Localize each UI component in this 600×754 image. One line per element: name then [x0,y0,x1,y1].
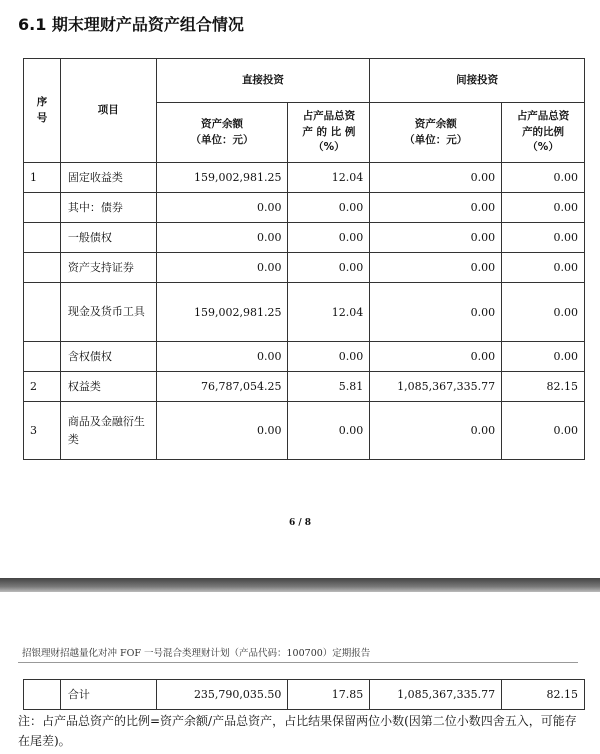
cell-indirect-ratio: 0.00 [502,163,585,193]
cell-indirect-ratio: 0.00 [502,283,585,342]
cell-direct-amount: 159,002,981.25 [156,163,288,193]
cell-direct-amount: 235,790,035.50 [156,680,288,710]
cell-direct-amount: 0.00 [156,193,288,223]
table-row [24,253,585,283]
total-row [24,680,585,710]
cell-seq [24,680,61,710]
cell-indirect-amount: 1,085,367,335.77 [370,372,502,402]
cell-direct-ratio: 0.00 [288,223,370,253]
cell-indirect-amount: 0.00 [370,402,502,460]
page-number: 6 / 8 [288,518,312,528]
cell-direct-ratio: 0.00 [288,402,370,460]
header-indirect-amount [370,103,502,163]
cell-direct-amount: 0.00 [156,223,288,253]
cell-direct-ratio: 0.00 [288,193,370,223]
cell-indirect-ratio: 0.00 [502,342,585,372]
cell-seq [24,342,61,372]
cell-indirect-ratio: 82.15 [502,680,585,710]
cell-direct-amount: 0.00 [156,253,288,283]
cell-indirect-amount: 0.00 [370,283,502,342]
cell-indirect-ratio: 82.15 [502,372,585,402]
cell-seq: 2 [24,372,61,402]
cell-indirect-amount: 0.00 [370,253,502,283]
cell-direct-amount: 159,002,981.25 [156,283,288,342]
table-row [24,283,585,342]
header-direct-ratio [288,103,370,163]
cell-seq [24,193,61,223]
header-seq [24,59,61,163]
cell-item: 权益类 [60,372,156,402]
page-break-divider [0,578,600,592]
section-title: 6.1 期末理财产品资产组合情况 [18,15,244,34]
cell-direct-ratio: 5.81 [288,372,370,402]
cell-direct-ratio: 12.04 [288,163,370,193]
cell-direct-ratio: 12.04 [288,283,370,342]
header-item: 项目 [60,59,156,163]
header-rule [18,662,578,663]
cell-seq [24,283,61,342]
table-row [24,342,585,372]
table-row [24,163,585,193]
total-table [23,679,585,710]
cell-item: 一般债权 [60,223,156,253]
header-seq-text: 序 号 [36,95,48,124]
cell-direct-amount: 76,787,054.25 [156,372,288,402]
cell-indirect-ratio: 0.00 [502,223,585,253]
cell-indirect-amount: 0.00 [370,193,502,223]
cell-indirect-amount: 0.00 [370,342,502,372]
cell-direct-amount: 0.00 [156,342,288,372]
cell-item: 资产支持证券 [60,253,156,283]
header-direct-ratio-text: 占产品总资 产 的 比 例 （%） [302,109,356,154]
cell-direct-ratio: 17.85 [288,680,370,710]
cell-item: 现金及货币工具 [60,283,156,342]
header-indirect: 间接投资 [370,59,585,103]
cell-direct-ratio: 0.00 [288,342,370,372]
cell-indirect-amount: 0.00 [370,163,502,193]
cell-seq [24,253,61,283]
cell-item: 合计 [60,680,156,710]
table-row [24,193,585,223]
header-direct: 直接投资 [156,59,370,103]
cell-indirect-ratio: 0.00 [502,193,585,223]
footnote: 注：占产品总资产的比例=资产余额/产品总资产，占比结果保留两位小数(因第二位小数四舍五入，可能存在尾差)。 [18,714,577,748]
cell-indirect-ratio: 0.00 [502,253,585,283]
cell-seq: 1 [24,163,61,193]
table-row [24,402,585,460]
cell-direct-ratio: 0.00 [288,253,370,283]
cell-indirect-amount: 1,085,367,335.77 [370,680,502,710]
header-direct-amount [156,103,288,163]
header-indirect-ratio [502,103,585,163]
cell-direct-amount: 0.00 [156,402,288,460]
cell-item: 商品及金融衍生类 [60,402,156,460]
cell-indirect-ratio: 0.00 [502,402,585,460]
header-direct-amount-text: 资产余额 （单位：元） [190,117,254,146]
header-indirect-amount-text: 资产余额 （单位：元） [404,117,468,146]
cell-item: 固定收益类 [60,163,156,193]
header-indirect-ratio-text: 占产品总资 产的比例 （%） [516,109,570,154]
cell-item: 含权债权 [60,342,156,372]
cell-seq [24,223,61,253]
cell-seq: 3 [24,402,61,460]
table-row [24,372,585,402]
cell-item: 其中：债券 [60,193,156,223]
running-header: 招银理财招越量化对冲 FOF 一号混合类理财计划（产品代码：100700）定期报告 [22,648,371,659]
asset-portfolio-table [23,58,585,460]
table-row [24,223,585,253]
cell-indirect-amount: 0.00 [370,223,502,253]
